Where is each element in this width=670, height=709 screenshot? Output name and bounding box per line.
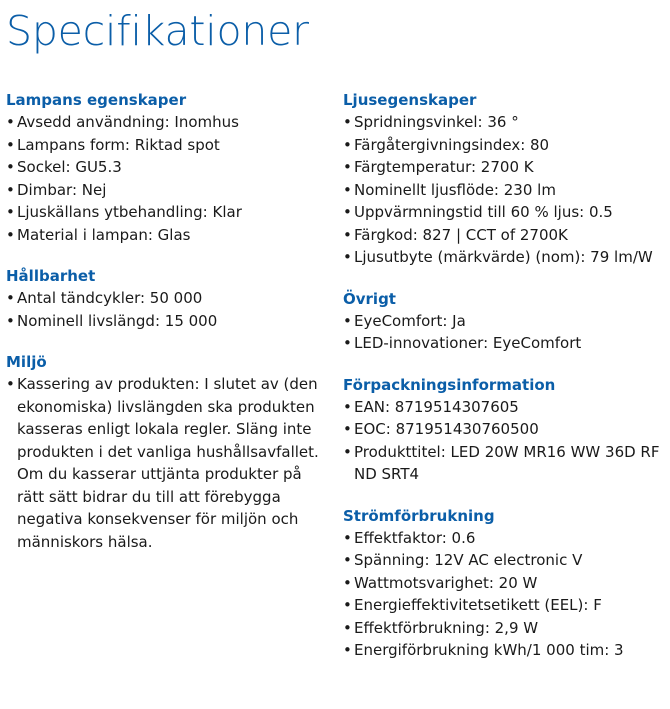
spec-item: • EAN: 8719514307605	[343, 396, 668, 419]
page-title: Specifikationer	[6, 7, 309, 55]
left-column	[6, 89, 326, 572]
section-title-packaging: Förpackningsinformation	[343, 375, 556, 394]
spec-item: • Färgtemperatur: 2700 K	[343, 156, 668, 179]
spec-item: • Antal tändcykler: 50 000	[6, 287, 326, 310]
section-light-properties	[343, 89, 668, 269]
light-properties-list	[343, 111, 668, 269]
spec-item: • Ljuskällans ytbehandling: Klar	[6, 201, 326, 224]
section-other	[343, 288, 668, 355]
section-lamp-properties	[6, 89, 326, 246]
section-title-durability: Hållbarhet	[6, 267, 96, 285]
lamp-properties-list	[6, 111, 326, 246]
spec-item: • Energieffektivitetsetikett (EEL): F	[343, 594, 668, 617]
spec-item: • Material i lampan: Glas	[6, 224, 326, 247]
section-environment	[6, 351, 326, 553]
spec-item: • EOC: 871951430760500	[343, 418, 668, 441]
spec-item: • Dimbar: Nej	[6, 179, 326, 202]
spec-item: • Ljusutbyte (märkvärde) (nom): 79 lm/W	[343, 246, 668, 269]
spec-item: • Sockel: GU5.3	[6, 156, 326, 179]
section-title-power: Strömförbrukning	[343, 506, 495, 525]
section-packaging	[343, 374, 668, 486]
spec-item: • Kassering av produkten: I slutet av (den ekonomiska) livslängden ska produkten kasseras enligt lokala regler. Släng inte produkten i det vanliga hushållsavfallet. Om du kasserar uttjänta produkter på rätt sätt bidrar du till att förebygga negativa konsekvenser för miljön och människors hälsa.	[6, 373, 326, 553]
spec-item: • Effektfaktor: 0.6	[343, 527, 668, 550]
spec-item: • Avsedd användning: Inomhus	[6, 111, 326, 134]
environment-list	[6, 373, 326, 553]
packaging-list	[343, 396, 668, 486]
section-title-environment: Miljö	[6, 353, 47, 371]
section-power	[343, 505, 668, 662]
spec-item: • Spridningsvinkel: 36 °	[343, 111, 668, 134]
power-list	[343, 527, 668, 662]
right-column	[343, 89, 668, 681]
other-list	[343, 310, 668, 355]
spec-item: • Uppvärmningstid till 60 % ljus: 0.5	[343, 201, 668, 224]
spec-item: • LED-innovationer: EyeComfort	[343, 332, 668, 355]
section-title-light-properties: Ljusegenskaper	[343, 91, 477, 109]
spec-item: • Spänning: 12V AC electronic V	[343, 549, 668, 572]
spec-item: • Nominellt ljusflöde: 230 lm	[343, 179, 668, 202]
spec-item: • Wattmotsvarighet: 20 W	[343, 572, 668, 595]
spec-item: • Energiförbrukning kWh/1 000 tim: 3	[343, 639, 668, 662]
section-durability	[6, 265, 326, 332]
spec-item: • Nominell livslängd: 15 000	[6, 310, 326, 333]
section-title-lamp-properties: Lampans egenskaper	[6, 91, 187, 109]
spec-item: • Färgåtergivningsindex: 80	[343, 134, 668, 157]
spec-item: • EyeComfort: Ja	[343, 310, 668, 333]
section-title-other: Övrigt	[343, 289, 396, 308]
spec-item: • Produkttitel: LED 20W MR16 WW 36D RF ND SRT4	[343, 441, 668, 486]
spec-item: • Effektförbrukning: 2,9 W	[343, 617, 668, 640]
spec-item: • Färgkod: 827 | CCT of 2700K	[343, 224, 668, 247]
durability-list	[6, 287, 326, 332]
spec-item: • Lampans form: Riktad spot	[6, 134, 326, 157]
